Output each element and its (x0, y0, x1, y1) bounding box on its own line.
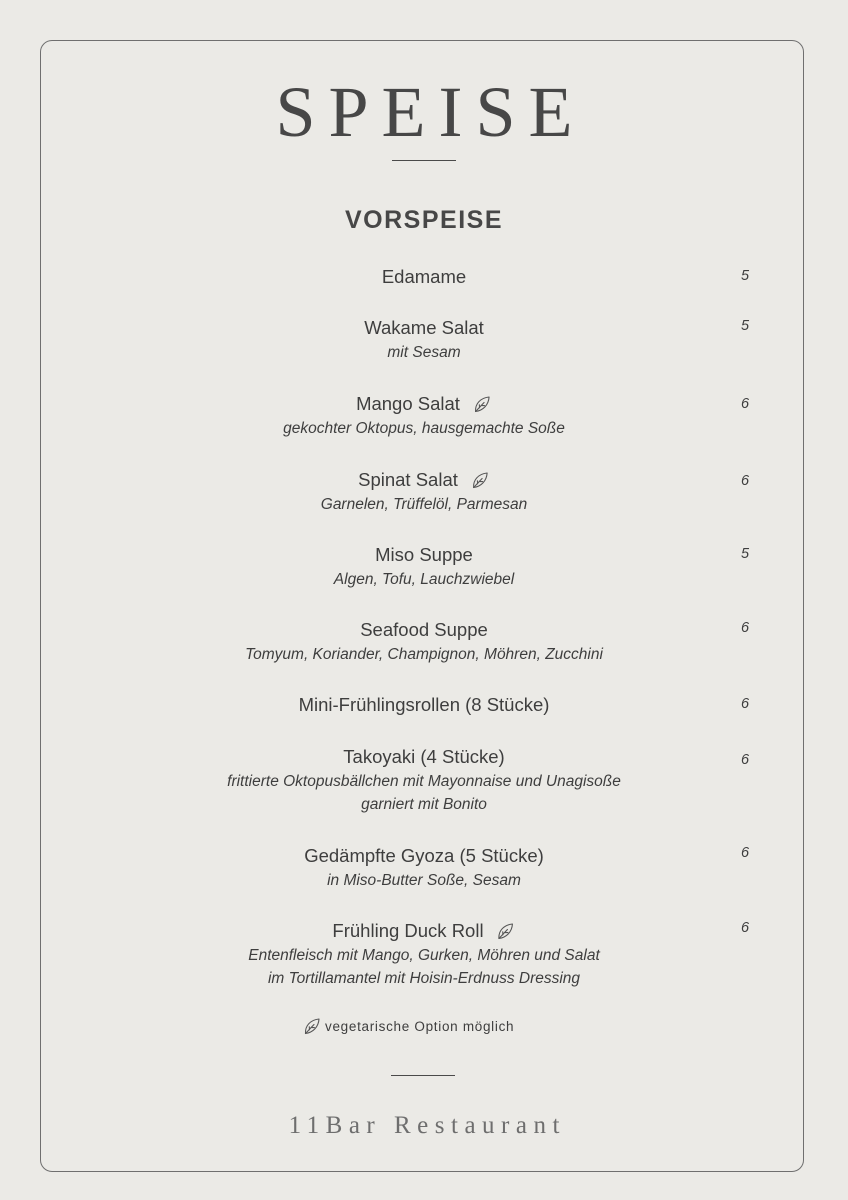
menu-item-row (364, 317, 484, 339)
menu-item-price: 6 (740, 920, 750, 936)
menu-item-description: Tomyum, Koriander, Champignon, Möhren, Zucchini (245, 646, 603, 663)
menu-item-price: 6 (740, 752, 750, 768)
menu-item-price: 6 (740, 696, 750, 712)
leaf-icon (496, 921, 516, 941)
menu-item-name: Wakame Salat (364, 317, 484, 338)
title-divider (392, 160, 456, 161)
restaurant-name: 11Bar Restaurant (288, 1112, 566, 1139)
menu-item-price: 5 (740, 318, 750, 334)
menu-item-description: mit Sesam (387, 344, 461, 361)
menu-item-description: gekochter Oktopus, hausgemachte Soße (283, 420, 565, 437)
menu-item-row (382, 266, 466, 288)
menu-item-description: Entenfleisch mit Mango, Gurken, Möhren und Salat (248, 947, 600, 964)
menu-item-name: Seafood Suppe (360, 619, 488, 640)
section-heading: VORSPEISE (345, 206, 503, 234)
menu-item-row (343, 746, 504, 768)
menu-item-description: Algen, Tofu, Lauchzwiebel (333, 571, 515, 588)
page-title: SPEISE (275, 72, 586, 152)
menu-item-description: frittierte Oktopusbällchen mit Mayonnaise und Unagisoße (227, 773, 621, 790)
leaf-icon (470, 470, 490, 490)
veg-legend-text: vegetarische Option möglich (325, 1018, 515, 1034)
menu-item-name: Mango Salat (356, 393, 460, 414)
leaf-icon (302, 1016, 322, 1036)
menu-item-name: Edamame (381, 266, 467, 287)
menu-item-name: Gedämpfte Gyoza (5 Stücke) (304, 845, 544, 866)
menu-item-row (375, 544, 473, 566)
menu-item-description: im Tortillamantel mit Hoisin-Erdnuss Dressing (267, 970, 581, 987)
menu-item-price: 6 (740, 396, 750, 412)
menu-item-row (299, 694, 550, 716)
footer-divider (391, 1075, 455, 1076)
menu-item-name: Frühling Duck Roll (332, 920, 484, 941)
menu-item-row (304, 845, 544, 867)
menu-item-price: 6 (740, 473, 750, 489)
menu-item-row (356, 393, 492, 415)
menu-item-price: 6 (740, 845, 750, 861)
menu-item-row (360, 619, 488, 641)
menu-item-name: Spinat Salat (358, 469, 458, 490)
menu-item-name: Takoyaki (4 Stücke) (343, 746, 505, 767)
menu-item-description: in Miso-Butter Soße, Sesam (327, 872, 521, 889)
menu-item-price: 5 (740, 546, 750, 562)
menu-item-name: Mini-Frühlingsrollen (8 Stücke) (298, 694, 550, 715)
menu-item-row (358, 469, 490, 491)
menu-item-description: Garnelen, Trüffelöl, Parmesan (320, 496, 528, 513)
menu-item-price: 5 (740, 268, 750, 284)
veg-legend (302, 1016, 514, 1036)
menu-item-row (332, 920, 515, 942)
menu-item-price: 6 (740, 620, 750, 636)
menu-item-name: Miso Suppe (375, 544, 473, 565)
menu-item-description: garniert mit Bonito (361, 796, 487, 813)
leaf-icon (472, 394, 492, 414)
